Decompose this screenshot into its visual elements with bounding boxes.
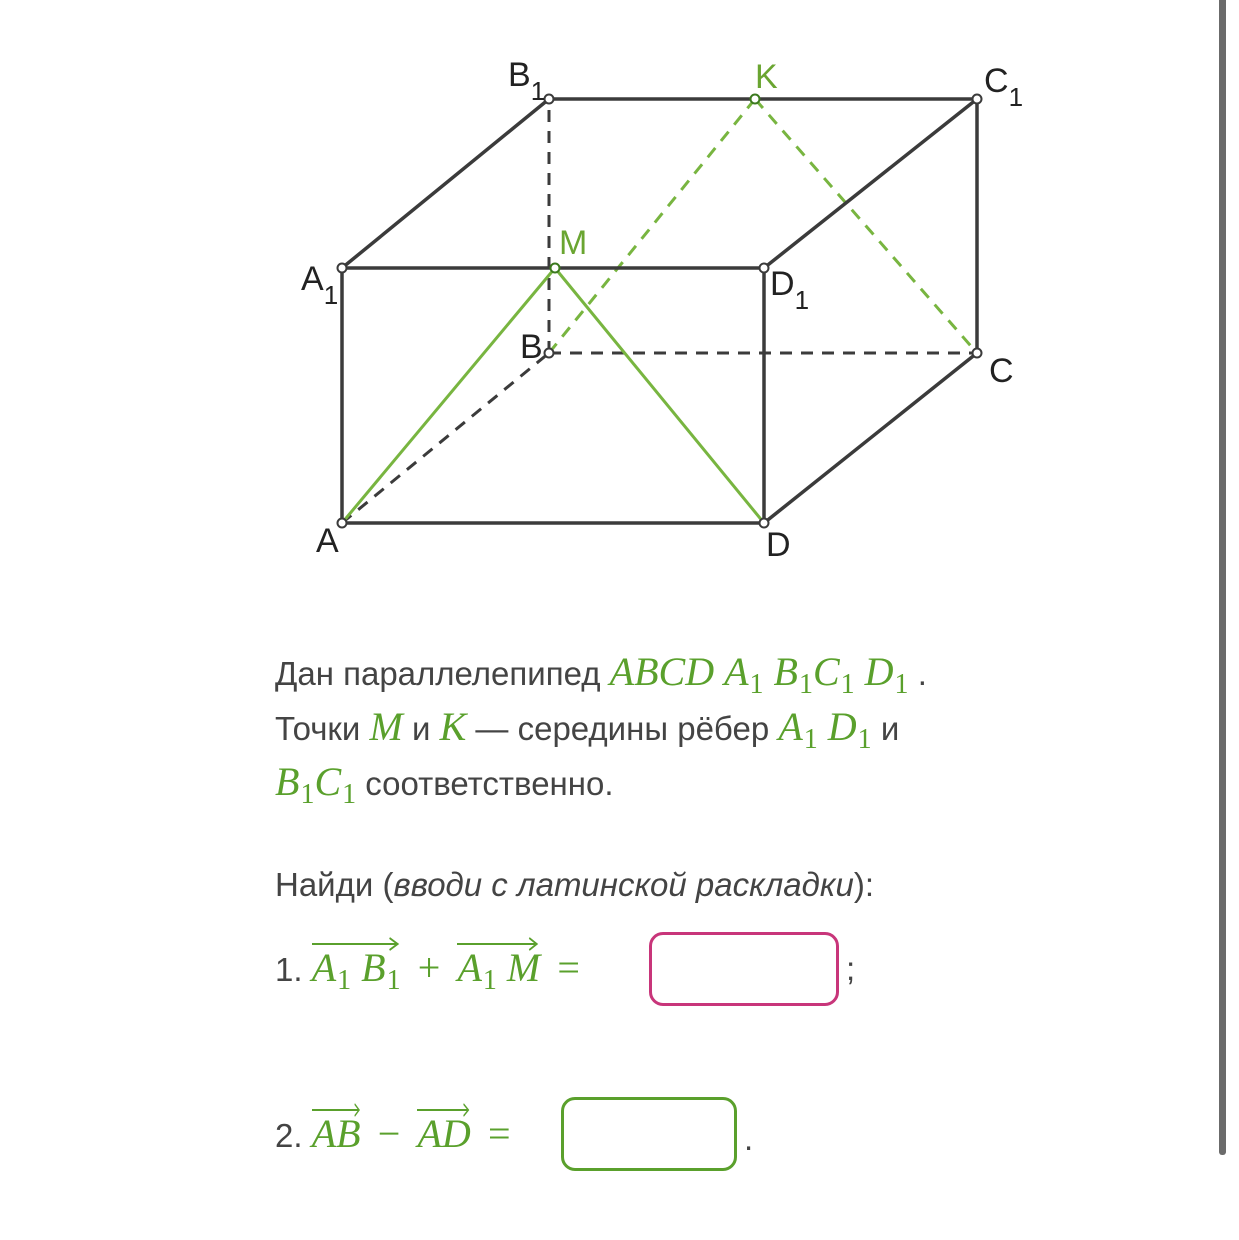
vertex-B1 [545,95,554,104]
task-1-operator: + [417,945,441,990]
and-word: и [411,710,431,747]
task-2-number: 2. [275,1117,303,1154]
point-M: M [369,704,403,749]
midpoints-text: — середины рёбер [475,710,770,747]
task-1-vector-1: $A_1$ $B_1$ [312,944,401,997]
label-C1: $C_1$ [984,62,1024,112]
label-C: C [989,352,1014,390]
label-A: A [316,522,339,560]
task-2-answer-input[interactable] [564,1100,734,1168]
task-1-number: 1. [275,951,303,988]
task-2 [275,1110,519,1157]
vertex-A [338,519,347,528]
problem-line-1: Дан параллелепипед ABCD $A_1$ $B_1C_1$ $D_1$ . [275,649,927,700]
task-2-end: . [744,1120,754,1157]
vertex-C [973,349,982,358]
problem-line-2 [275,703,899,756]
task-2-operator: − [377,1111,401,1156]
task-1-end: ; [846,950,856,987]
task-1-answer-box[interactable] [649,932,839,1006]
label-K: K [755,58,778,96]
task-1-vector-2: $A_1$ M [457,944,540,997]
edge-AB [342,353,549,523]
edge-DC [764,353,977,523]
task-2-vector-2: AD [417,1110,470,1157]
vertex-M [551,264,560,273]
vertex-D1 [760,264,769,273]
label-D1: $D_1$ [770,265,810,315]
points-prefix: Точки [275,710,361,747]
vertex-B [545,349,554,358]
vertex-A1 [338,264,347,273]
segment-AM [342,268,555,523]
respectively-text: соответственно. [365,765,614,802]
label-M: M [559,224,588,262]
edge-A1D1-label: $A_1$ $D_1$ [778,704,872,755]
given-prefix: Дан параллелепипед [275,655,601,692]
parallelepiped-name: ABCD $A_1$ $B_1C_1$ $D_1$ [609,649,909,700]
segment-MD [555,268,764,523]
find-hint: вводи с латинской раскладки [393,866,854,903]
vertex-C1 [973,95,982,104]
label-D: D [766,526,791,564]
task-2-answer-box[interactable] [561,1097,737,1171]
task-1-answer-input[interactable] [652,935,836,1003]
find-instruction: Найди (вводи с латинской раскладки): [275,866,874,903]
and-word-2: и [880,710,900,747]
problem-line-3 [275,758,614,811]
label-B1: $B_1$ [508,56,546,106]
task-1 [275,944,588,997]
segment-KC [755,99,977,353]
task-2-vector-1: AB [312,1110,361,1157]
task-1-equals: = [557,945,580,990]
label-A1: $A_1$ [301,260,339,310]
label-B: B [520,328,543,366]
parallelepiped-figure [0,0,1239,600]
edge-D1C1 [764,99,977,268]
point-K: K [439,704,467,749]
task-2-equals: = [487,1111,511,1156]
edge-A1B1 [342,99,549,268]
edge-B1C1-label: $B_1C_1$ [275,759,357,810]
